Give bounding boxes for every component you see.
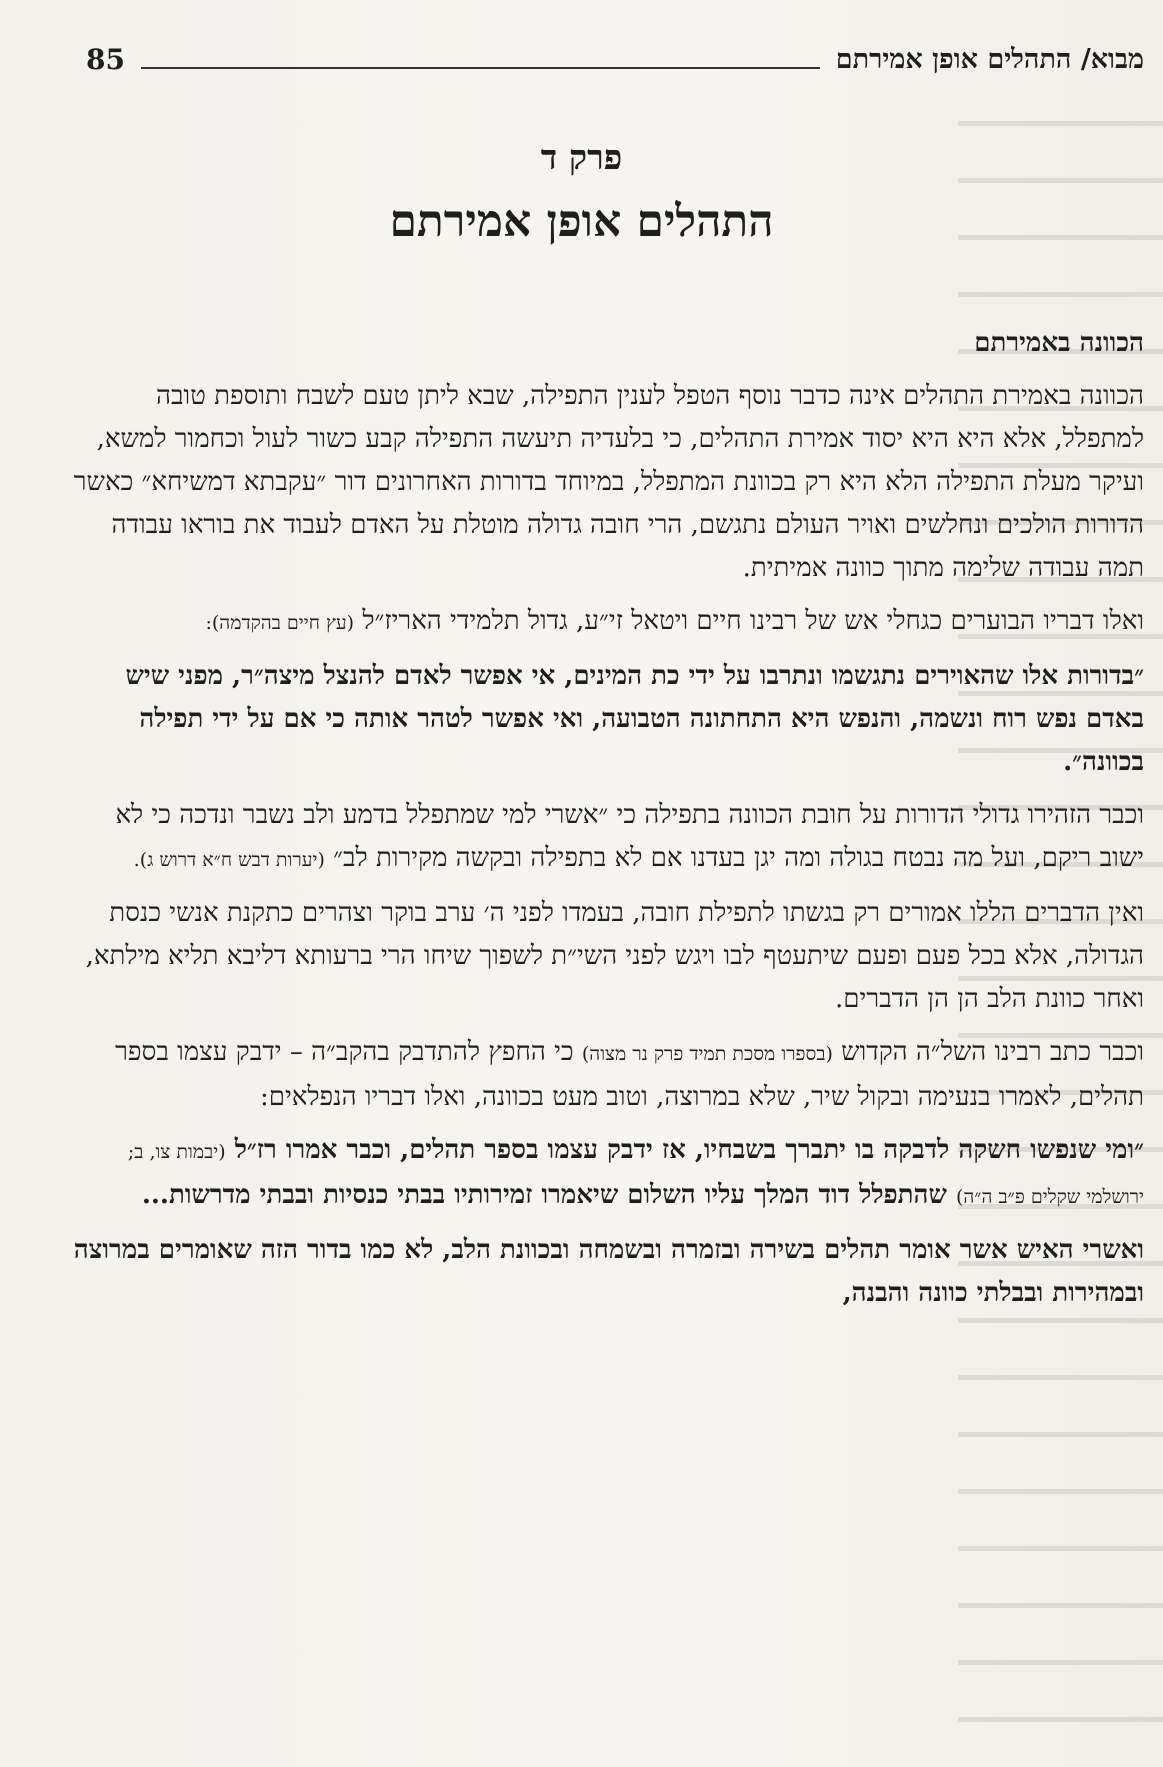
quote-2 (70, 1129, 1144, 1219)
quote-1: ״בדורות אלו שהאוירים נתגשמו ונתרבו על ידי כת המינים, אי אפשר לאדם להנצל מיצה״ר, מפני שיש באדם נפש רוח ונשמה, והנפש היא התחתונה הטבועה, ואי אפשר לטהר אותה כי אם על ידי תפילה בכוונה״. (125, 661, 1144, 777)
body-text (70, 322, 1144, 1325)
quote-2-text-a: ״ומי שנפשו חשקה לדבקה בו יתברך בשבחיו, אז ידבק עצמו בספר תהלים, וכבר אמרו רז״ל (234, 1135, 1144, 1165)
source-citation: (עץ חיים בהקדמה): (205, 612, 355, 634)
chapter-title: התהלים אופן אמירתם (389, 196, 774, 247)
page-number: 85 (86, 42, 125, 76)
running-title: מבוא/ התהלים אופן אמירתם (835, 43, 1144, 75)
paragraph-5 (70, 1031, 1144, 1119)
quote-3: ואשרי האיש אשר אומר תהלים בשירה ובזמרה ובשמחה ובכוונת הלב, לא כמו בדור הזה שאומרים במרוצה ובמהירות ובבלתי כוונה והבנה, (73, 1235, 1144, 1308)
chapter-label: פרק ד (540, 138, 623, 178)
section-heading: הכוונה באמירתם (974, 328, 1144, 358)
paragraph-3 (70, 794, 1144, 882)
source-citation: (יערות דבש ח״א דרוש ג). (133, 849, 325, 871)
quote-2-text-b: שהתפלל דוד המלך עליו השלום שיאמרו זמירותיו בבתי כנסיות ובבתי מדרשות... (141, 1180, 947, 1210)
paragraph-2-text: ואלו דבריו הבוערים כגחלי אש של רבינו חיים ויטאל זי״ע, גדול תלמידי האריז״ל (362, 606, 1144, 636)
paragraph-5-text-a: וכבר כתב רבינו השל״ה הקדוש (841, 1037, 1144, 1067)
source-citation: (יבמות צו, ב; ירושלמי שקלים פ״ב ה״ה) (127, 1141, 1144, 1208)
paragraph-1: הכוונה באמירת התהלים אינה כדבר נוסף הטפל לענין התפילה, שבא ליתן טעם לשבח ותוספת טובה למתפלל, אלא היא היא יסוד אמירת התהלים, כי בלעדיה תיעשה התפילה קבע כשור לעול וכחמור למשא, ועיקר מעלת התפילה הלא היא רק בכוונת המתפלל, במיוחד בדורות האחרונים דור ״עקבתא דמשיחא״ כאשר הדורות הולכים ונחלשים ואויר העולם נתגשם, הרי חובה גדולה מוטלת על האדם לעבוד את בוראו עבודה תמה עבודה שלימה מתוך כוונה אמיתית. (73, 381, 1144, 583)
paragraph-4: ואין הדברים הללו אמורים רק בגשתו לתפילת חובה, בעמדו לפני ה׳ ערב בוקר וצהרים כתקנת אנשי כנסת הגדולה, אלא בכל פעם ופעם שיתעטף לבו ויגש לפני השי״ת לשפוך שיחו הרי ברעותא דליבא תליא מילתא, ואחר כוונת הלב הן הן הדברים. (85, 898, 1144, 1014)
paragraph-5-text-b: כי החפץ להתדבק בהקב״ה – ידבק עצמו בספר תהלים, לאמרו בנעימה ובקול שיר, שלא במרוצה, וטוב מעט בכוונה, ואלו דבריו הנפלאים: (115, 1037, 1144, 1112)
header-rule (141, 67, 820, 69)
source-citation: (בספרו מסכת תמיד פרק נר מצוה) (581, 1043, 833, 1065)
running-header (86, 34, 1144, 84)
paragraph-3-text: וכבר הזהירו גדולי הדורות על חובת הכוונה בתפילה כי ״אשרי למי שמתפלל בדמע ולב נשבר ונדכה כי לא ישוב ריקם, ועל מה נבטח בגולה ומה יגן בעדנו אם לא בתפילה ובקשה מקירות לב״ (115, 800, 1144, 873)
paragraph-2 (70, 600, 1144, 645)
